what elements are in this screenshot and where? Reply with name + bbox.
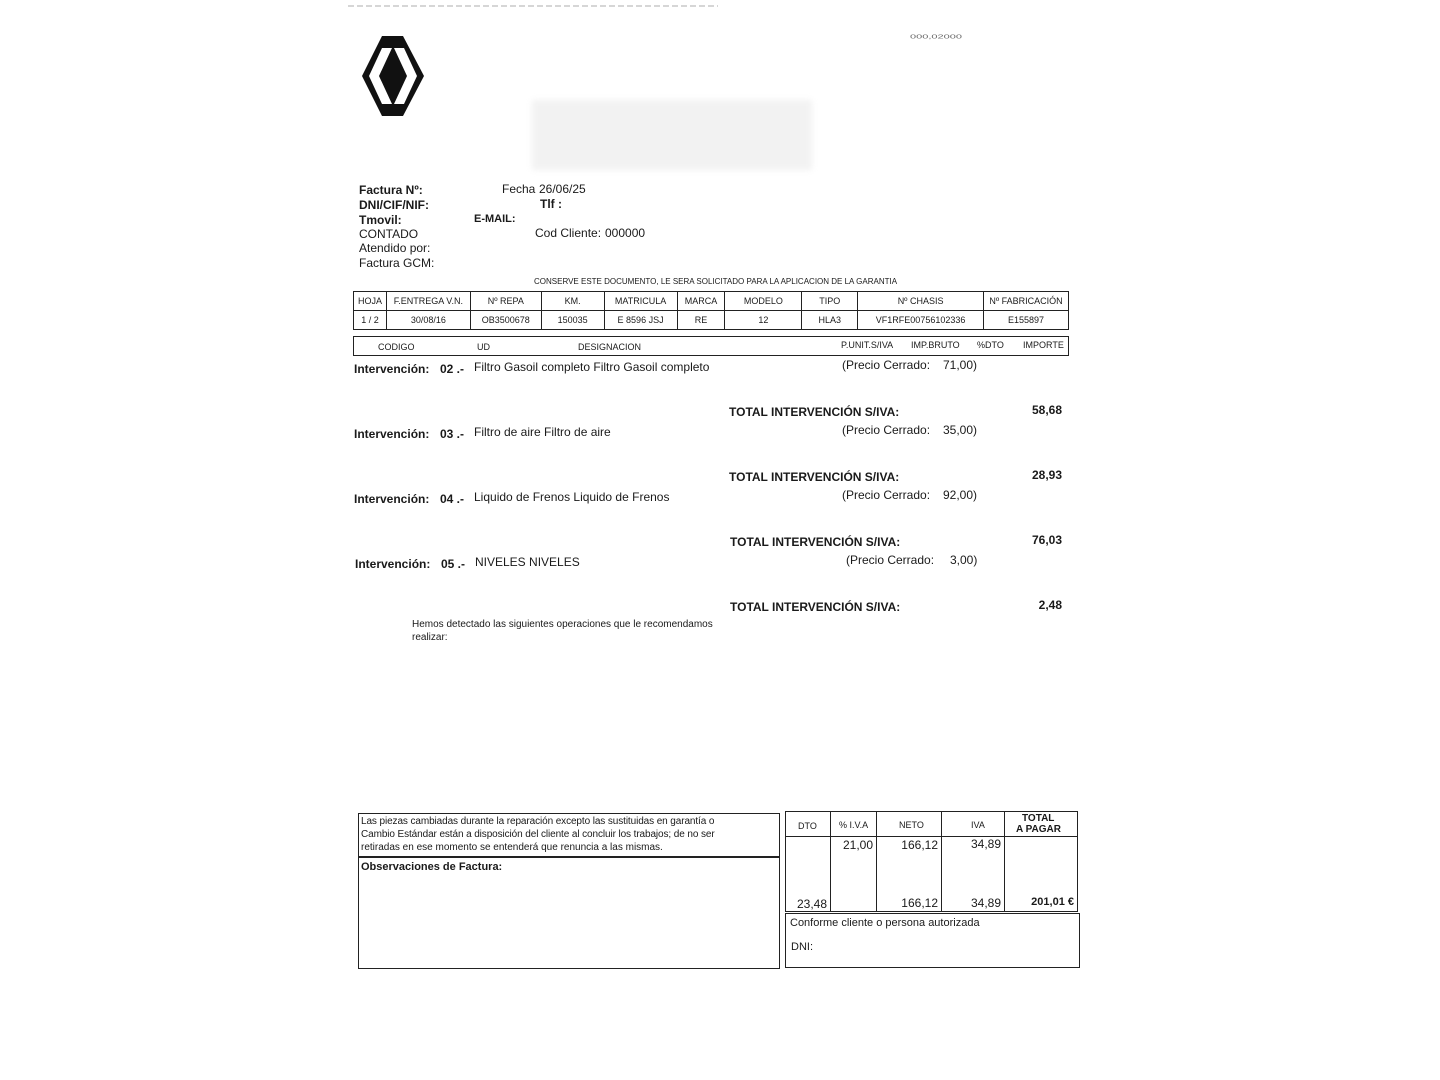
header-cell: MATRICULA <box>604 292 677 311</box>
header-cell: Nº REPA <box>470 292 541 311</box>
vehicle-table-value-row <box>354 311 1069 330</box>
dni-label: DNI/CIF/NIF: <box>359 198 429 212</box>
value-cell: 1 / 2 <box>354 311 387 330</box>
col-dto: %DTO <box>977 340 1004 350</box>
col-ud: UD <box>477 342 490 352</box>
value-cell: 12 <box>725 311 802 330</box>
precio-cerrado-value: 92,00) <box>943 488 978 502</box>
precio-cerrado-value: 71,00) <box>943 358 978 372</box>
dni-signature-label: DNI: <box>791 941 813 953</box>
payment-type: CONTADO <box>359 227 419 241</box>
header-cell: KM. <box>541 292 604 311</box>
header-cell: Nº FABRICACIÓN <box>984 292 1069 311</box>
cod-cliente-label: Cod Cliente: <box>535 226 602 240</box>
precio-cerrado-label: (Precio Cerrado: <box>842 358 931 372</box>
totals-header-a-pagar: A PAGAR <box>1016 824 1061 835</box>
value-cell: VF1RFE00756102336 <box>858 311 984 330</box>
recommendation-line-2: realizar: <box>412 632 448 643</box>
cod-cliente-value: 000000 <box>605 226 646 240</box>
precio-cerrado-value: 35,00) <box>943 423 978 437</box>
iva-value: 34,89 <box>970 837 1001 851</box>
email-label: E-MAIL: <box>474 213 516 225</box>
precio-cerrado-label: (Precio Cerrado: <box>842 423 931 437</box>
total-intervention-value: 28,93 <box>1031 468 1062 482</box>
vehicle-table-header-row <box>354 292 1069 311</box>
precio-cerrado-value: 3,00) <box>950 553 978 567</box>
fecha-label: Fecha <box>502 182 536 196</box>
iva-percentage: 21,00 <box>842 838 873 852</box>
total-intervention-label: TOTAL INTERVENCIÓN S/IVA: <box>730 535 901 549</box>
total-intervention-label: TOTAL INTERVENCIÓN S/IVA: <box>729 405 900 419</box>
observations-box <box>358 857 780 969</box>
value-cell: E 8596 JSJ <box>604 311 677 330</box>
totals-header-iva: IVA <box>971 820 985 830</box>
value-cell: RE <box>677 311 725 330</box>
total-intervention-label: TOTAL INTERVENCIÓN S/IVA: <box>730 600 901 614</box>
parts-notice-line-1: Las piezas cambiadas durante la reparación excepto las sustituidas en garantía o <box>361 816 715 827</box>
faded-document-code: 000,02000 <box>910 34 962 40</box>
factura-gcm-label: Factura GCM: <box>359 256 435 270</box>
header-cell: MARCA <box>677 292 725 311</box>
value-cell: 30/08/16 <box>386 311 470 330</box>
totals-header-iva-pct: % I.V.A <box>839 820 869 830</box>
renault-logo <box>360 34 426 118</box>
value-cell: E155897 <box>984 311 1069 330</box>
col-codigo: CODIGO <box>378 342 415 352</box>
guarantee-notice: CONSERVE ESTE DOCUMENTO, LE SERA SOLICITADO PARA LA APLICACION DE LA GARANTIA <box>534 277 898 286</box>
iva-total: 34,89 <box>970 896 1001 910</box>
header-cell: Nº CHASIS <box>858 292 984 311</box>
totals-header-divider <box>785 836 1078 837</box>
header-cell: HOJA <box>354 292 387 311</box>
observations-label: Observaciones de Factura: <box>361 861 503 873</box>
recommendation-line-1: Hemos detectado las siguientes operaciones que le recomendamos <box>412 619 713 630</box>
total-intervention-value: 2,48 <box>1038 598 1062 612</box>
total-intervention-label: TOTAL INTERVENCIÓN S/IVA: <box>729 470 900 484</box>
intervention-number: 02 .- <box>440 362 465 376</box>
value-cell: HLA3 <box>802 311 858 330</box>
intervention-description: Liquido de Frenos Liquido de Frenos <box>474 490 670 504</box>
col-importe: IMPORTE <box>1023 340 1064 350</box>
parts-notice-line-2: Cambio Estándar están a disposición del cliente al concluir los trabajos; de no ser <box>361 829 715 840</box>
tlf-label: Tlf : <box>540 197 562 211</box>
conforme-label: Conforme cliente o persona autorizada <box>790 917 980 929</box>
intervention-description: NIVELES NIVELES <box>475 555 580 569</box>
scan-artifact-line <box>348 5 718 7</box>
total-intervention-value: 76,03 <box>1031 533 1062 547</box>
precio-cerrado-label: (Precio Cerrado: <box>846 553 935 567</box>
precio-cerrado-label: (Precio Cerrado: <box>842 488 931 502</box>
intervention-description: Filtro Gasoil completo Filtro Gasoil completo <box>474 360 710 374</box>
neto-value: 166,12 <box>901 838 938 852</box>
value-cell: OB3500678 <box>470 311 541 330</box>
line-items-header <box>353 336 1069 356</box>
col-designacion: DESIGNACION <box>578 342 642 352</box>
fecha-value: 26/06/25 <box>539 182 586 196</box>
totals-header-neto: NETO <box>899 820 924 830</box>
parts-notice-line-3: retiradas en ese momento se entenderá que renuncia a las mismas. <box>361 842 663 853</box>
header-cell: MODELO <box>725 292 802 311</box>
intervention-label: Intervención: <box>354 427 430 441</box>
neto-total: 166,12 <box>901 896 938 910</box>
header-cell: F.ENTREGA V.N. <box>386 292 470 311</box>
totals-col-divider <box>830 811 831 912</box>
intervention-number: 03 .- <box>440 427 465 441</box>
total-intervention-value: 58,68 <box>1031 403 1062 417</box>
tmovil-label: Tmovil: <box>359 213 402 227</box>
intervention-number: 04 .- <box>440 492 465 506</box>
intervention-label: Intervención: <box>355 557 431 571</box>
intervention-description: Filtro de aire Filtro de aire <box>474 425 611 439</box>
redacted-dealer-address <box>532 100 812 170</box>
total-a-pagar: 201,01 € <box>1031 896 1074 908</box>
col-p-unit: P.UNIT.S/IVA <box>841 340 894 350</box>
atendido-label: Atendido por: <box>359 241 431 255</box>
intervention-label: Intervención: <box>354 492 430 506</box>
factura-label: Factura Nº: <box>359 183 423 197</box>
value-cell: 150035 <box>541 311 604 330</box>
intervention-number: 05 .- <box>441 557 466 571</box>
totals-header-dto: DTO <box>798 821 817 831</box>
dto-total: 23,48 <box>796 897 827 911</box>
col-imp-bruto: IMP.BRUTO <box>911 340 960 350</box>
intervention-label: Intervención: <box>354 362 430 376</box>
header-cell: TIPO <box>802 292 858 311</box>
totals-header-total: TOTAL <box>1022 813 1055 824</box>
vehicle-table <box>353 291 1069 330</box>
